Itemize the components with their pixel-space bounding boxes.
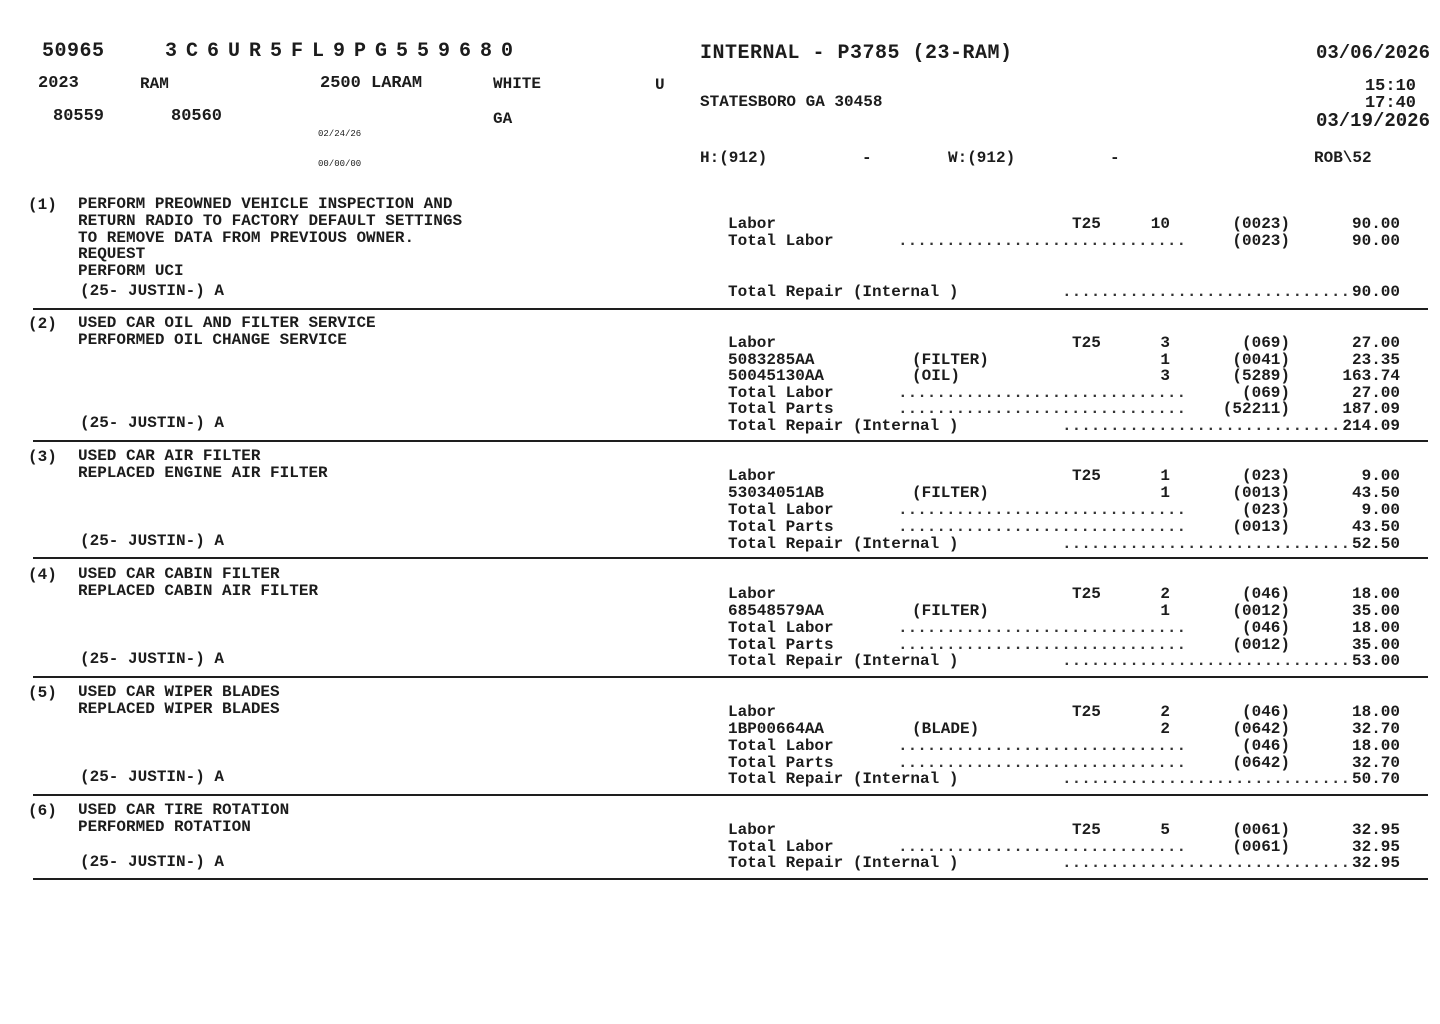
line-item bbox=[0, 216, 1440, 233]
line-item bbox=[0, 352, 1440, 369]
item-code: T25 bbox=[1072, 334, 1101, 352]
description-line: TO REMOVE DATA FROM PREVIOUS OWNER. bbox=[78, 228, 415, 247]
item-amount: 18.00 bbox=[1351, 737, 1400, 755]
dot-leader: .............................. bbox=[898, 737, 1187, 755]
section-number: (1) bbox=[28, 196, 57, 214]
item-ref: (046) bbox=[1241, 585, 1290, 603]
part-number: 5083285AA bbox=[728, 351, 815, 369]
item-amount: 163.74 bbox=[1342, 367, 1400, 385]
mileage-out: 80560 bbox=[171, 107, 223, 126]
dot-leader: .............................. bbox=[1062, 854, 1351, 872]
item-amount: 90.00 bbox=[1351, 232, 1400, 250]
part-description: (FILTER) bbox=[912, 484, 989, 502]
item-ref: (046) bbox=[1241, 737, 1290, 755]
item-amount: 18.00 bbox=[1351, 703, 1400, 721]
item-label: Total Labor bbox=[728, 737, 834, 755]
item-qty: 2 bbox=[1160, 585, 1170, 603]
item-qty: 1 bbox=[1160, 351, 1170, 369]
item-ref: (0023) bbox=[1232, 215, 1290, 233]
item-ref: (0012) bbox=[1232, 602, 1290, 620]
item-label: Labor bbox=[728, 215, 777, 233]
section-number: (3) bbox=[28, 448, 57, 466]
total-labor-row bbox=[0, 620, 1440, 637]
work-phone: W:(912) bbox=[948, 149, 1016, 167]
dot-leader: .............................. bbox=[1062, 283, 1351, 301]
total-repair-row bbox=[0, 284, 1440, 301]
section-divider bbox=[33, 676, 1428, 678]
item-code: T25 bbox=[1072, 467, 1101, 485]
item-label: Labor bbox=[728, 334, 777, 352]
part-description: (FILTER) bbox=[912, 602, 989, 620]
description-line: USED CAR WIPER BLADES bbox=[78, 683, 280, 701]
dot-leader: .............................. bbox=[898, 400, 1187, 418]
work-phone-dash: - bbox=[1110, 149, 1120, 167]
vin: 3C6UR5FL9PG559680 bbox=[165, 40, 523, 63]
line-item bbox=[0, 586, 1440, 603]
dot-leader: .............................. bbox=[898, 384, 1187, 402]
item-label: Labor bbox=[728, 467, 777, 485]
description-line: REPLACED ENGINE AIR FILTER bbox=[78, 463, 328, 482]
part-number: 53034051AB bbox=[728, 484, 825, 502]
vehicle-make: RAM bbox=[140, 75, 169, 93]
item-label: Total Labor bbox=[728, 384, 834, 402]
total-repair-amount: 32.95 bbox=[1351, 854, 1400, 872]
item-amount: 27.00 bbox=[1351, 384, 1400, 402]
dot-leader: .............................. bbox=[898, 838, 1187, 856]
description-line: USED CAR CABIN FILTER bbox=[78, 565, 280, 583]
vehicle-year: 2023 bbox=[38, 74, 79, 93]
item-qty: 2 bbox=[1160, 703, 1170, 721]
dot-leader: .............................. bbox=[898, 619, 1187, 637]
item-amount: 27.00 bbox=[1351, 334, 1400, 352]
dot-leader: .............................. bbox=[1062, 770, 1351, 788]
total-repair-label: Total Repair (Internal ) bbox=[728, 283, 959, 301]
item-ref: (0013) bbox=[1232, 484, 1290, 502]
total-repair-amount: 214.09 bbox=[1342, 417, 1400, 435]
item-qty: 1 bbox=[1160, 484, 1170, 502]
section-number: (4) bbox=[28, 566, 57, 584]
technician: (25- JUSTIN-) A bbox=[80, 853, 225, 871]
description-line: REQUEST bbox=[78, 245, 146, 264]
line-item bbox=[0, 721, 1440, 738]
total-repair-amount: 53.00 bbox=[1351, 652, 1400, 670]
item-amount: 9.00 bbox=[1361, 501, 1400, 519]
section-divider bbox=[33, 440, 1428, 442]
item-label: Labor bbox=[728, 821, 777, 839]
home-phone-dash: - bbox=[862, 149, 872, 167]
total-repair-label: Total Repair (Internal ) bbox=[728, 770, 959, 788]
part-description: (BLADE) bbox=[912, 720, 980, 738]
item-label: Total Labor bbox=[728, 619, 834, 637]
dot-leader: .............................. bbox=[1062, 535, 1351, 553]
part-description: (OIL) bbox=[912, 367, 961, 385]
part-number: 1BP00664AA bbox=[728, 720, 825, 738]
item-amount: 187.09 bbox=[1342, 400, 1400, 418]
total-labor-row bbox=[0, 233, 1440, 250]
item-amount: 32.70 bbox=[1351, 720, 1400, 738]
total-repair-amount: 52.50 bbox=[1351, 535, 1400, 553]
description-line: USED CAR TIRE ROTATION bbox=[78, 801, 290, 819]
item-label: Total Parts bbox=[728, 518, 834, 536]
total-repair-row bbox=[0, 771, 1440, 788]
customer-address: STATESBORO GA 30458 bbox=[700, 93, 883, 111]
item-label: Labor bbox=[728, 703, 777, 721]
item-amount: 43.50 bbox=[1351, 518, 1400, 536]
item-qty: 5 bbox=[1160, 821, 1170, 839]
item-ref: (046) bbox=[1241, 703, 1290, 721]
item-ref: (0023) bbox=[1232, 232, 1290, 250]
date-close: 03/19/2026 bbox=[1315, 110, 1430, 132]
item-amount: 35.00 bbox=[1351, 636, 1400, 654]
mileage-in: 80559 bbox=[53, 107, 105, 126]
dot-leader: .............................. bbox=[898, 501, 1187, 519]
item-amount: 18.00 bbox=[1351, 585, 1400, 603]
item-ref: (069) bbox=[1241, 384, 1290, 402]
total-repair-label: Total Repair (Internal ) bbox=[728, 535, 959, 553]
total-repair-row bbox=[0, 536, 1440, 553]
item-ref: (0061) bbox=[1232, 838, 1290, 856]
item-ref: (023) bbox=[1241, 467, 1290, 485]
small-dates bbox=[318, 109, 361, 189]
technician: (25- JUSTIN-) A bbox=[80, 768, 225, 786]
item-ref: (046) bbox=[1241, 619, 1290, 637]
item-qty: 3 bbox=[1160, 334, 1170, 352]
description-line: PERFORM PREOWNED VEHICLE INSPECTION AND bbox=[78, 195, 453, 213]
total-repair-amount: 50.70 bbox=[1351, 770, 1400, 788]
dot-leader: .............................. bbox=[1062, 652, 1351, 670]
item-amount: 35.00 bbox=[1351, 602, 1400, 620]
dot-leader: .............................. bbox=[898, 754, 1187, 772]
item-amount: 32.95 bbox=[1351, 821, 1400, 839]
part-number: 68548579AA bbox=[728, 602, 825, 620]
dot-leader: .............................. bbox=[898, 518, 1187, 536]
total-repair-row bbox=[0, 418, 1440, 435]
item-amount: 18.00 bbox=[1351, 619, 1400, 637]
line-item bbox=[0, 335, 1440, 352]
item-qty: 2 bbox=[1160, 720, 1170, 738]
part-number: 50045130AA bbox=[728, 367, 825, 385]
item-amount: 43.50 bbox=[1351, 484, 1400, 502]
description-line: REPLACED CABIN AIR FILTER bbox=[78, 581, 319, 600]
ro-number: 50965 bbox=[42, 40, 105, 63]
item-amount: 23.35 bbox=[1351, 351, 1400, 369]
section-divider bbox=[33, 794, 1428, 796]
total-parts-row bbox=[0, 519, 1440, 536]
item-label: Total Labor bbox=[728, 501, 834, 519]
description-line: RETURN RADIO TO FACTORY DEFAULT SETTINGS bbox=[78, 211, 463, 230]
item-qty: 3 bbox=[1160, 367, 1170, 385]
item-code: T25 bbox=[1072, 215, 1101, 233]
total-labor-row bbox=[0, 738, 1440, 755]
item-ref: (023) bbox=[1241, 501, 1290, 519]
item-qty: 10 bbox=[1150, 215, 1170, 233]
item-ref: (069) bbox=[1241, 334, 1290, 352]
item-label: Total Labor bbox=[728, 838, 834, 856]
technician: (25- JUSTIN-) A bbox=[80, 282, 225, 300]
description-line: PERFORM UCI bbox=[78, 262, 184, 281]
dot-leader: .............................. bbox=[898, 636, 1187, 654]
time-out: 17:40 bbox=[1364, 94, 1416, 113]
section-number: (2) bbox=[28, 315, 57, 333]
description-line: USED CAR OIL AND FILTER SERVICE bbox=[78, 314, 376, 332]
line-item bbox=[0, 485, 1440, 502]
item-qty: 1 bbox=[1160, 467, 1170, 485]
total-repair-row bbox=[0, 855, 1440, 872]
description-line: PERFORMED ROTATION bbox=[78, 817, 251, 836]
item-ref: (0642) bbox=[1232, 754, 1290, 772]
total-repair-label: Total Repair (Internal ) bbox=[728, 854, 959, 872]
item-ref: (0642) bbox=[1232, 720, 1290, 738]
description-line: PERFORMED OIL CHANGE SERVICE bbox=[78, 330, 347, 349]
line-item bbox=[0, 468, 1440, 485]
total-repair-amount: 90.00 bbox=[1351, 283, 1400, 301]
item-qty: 1 bbox=[1160, 602, 1170, 620]
date-open: 03/06/2026 bbox=[1315, 42, 1430, 64]
item-ref: (0041) bbox=[1232, 351, 1290, 369]
customer-name: INTERNAL - P3785 (23-RAM) bbox=[700, 42, 1013, 65]
item-label: Total Labor bbox=[728, 232, 834, 250]
total-labor-row bbox=[0, 502, 1440, 519]
line-item bbox=[0, 368, 1440, 385]
item-label: Total Parts bbox=[728, 636, 834, 654]
item-label: Total Parts bbox=[728, 400, 834, 418]
total-parts-row bbox=[0, 401, 1440, 418]
description-line: USED CAR AIR FILTER bbox=[78, 447, 261, 465]
item-amount: 32.70 bbox=[1351, 754, 1400, 772]
line-item bbox=[0, 822, 1440, 839]
line-item bbox=[0, 704, 1440, 721]
item-ref: (0061) bbox=[1232, 821, 1290, 839]
line-item bbox=[0, 603, 1440, 620]
part-description: (FILTER) bbox=[912, 351, 989, 369]
item-code: T25 bbox=[1072, 821, 1101, 839]
section-divider bbox=[33, 557, 1428, 559]
technician: (25- JUSTIN-) A bbox=[80, 532, 225, 550]
vehicle-flag: U bbox=[655, 76, 665, 94]
section-divider bbox=[33, 308, 1428, 310]
item-code: T25 bbox=[1072, 585, 1101, 603]
total-repair-row bbox=[0, 653, 1440, 670]
section-divider bbox=[33, 878, 1428, 880]
technician: (25- JUSTIN-) A bbox=[80, 650, 225, 668]
small-date-1: 02/24/26 bbox=[318, 129, 362, 139]
small-date-2: 00/00/00 bbox=[318, 159, 362, 169]
time-in: 15:10 bbox=[1364, 77, 1416, 96]
item-ref: (52211) bbox=[1222, 400, 1290, 418]
dot-leader: .............................. bbox=[898, 232, 1187, 250]
vehicle-model: 2500 LARAM bbox=[320, 74, 423, 93]
vehicle-state: GA bbox=[493, 110, 513, 128]
total-repair-label: Total Repair (Internal ) bbox=[728, 652, 959, 670]
section-number: (5) bbox=[28, 684, 57, 702]
total-repair-label: Total Repair (Internal ) bbox=[728, 417, 959, 435]
item-amount: 90.00 bbox=[1351, 215, 1400, 233]
service-advisor: ROB\52 bbox=[1314, 149, 1372, 167]
item-ref: (0013) bbox=[1232, 518, 1290, 536]
item-amount: 9.00 bbox=[1361, 467, 1400, 485]
item-code: T25 bbox=[1072, 703, 1101, 721]
vehicle-color: WHITE bbox=[493, 75, 542, 93]
item-label: Total Parts bbox=[728, 754, 834, 772]
item-ref: (5289) bbox=[1232, 367, 1290, 385]
item-amount: 32.95 bbox=[1351, 838, 1400, 856]
technician: (25- JUSTIN-) A bbox=[80, 414, 225, 432]
section-number: (6) bbox=[28, 802, 57, 820]
item-ref: (0012) bbox=[1232, 636, 1290, 654]
item-label: Labor bbox=[728, 585, 777, 603]
description-line: REPLACED WIPER BLADES bbox=[78, 699, 280, 718]
home-phone: H:(912) bbox=[700, 149, 768, 167]
dot-leader: .............................. bbox=[1062, 417, 1351, 435]
